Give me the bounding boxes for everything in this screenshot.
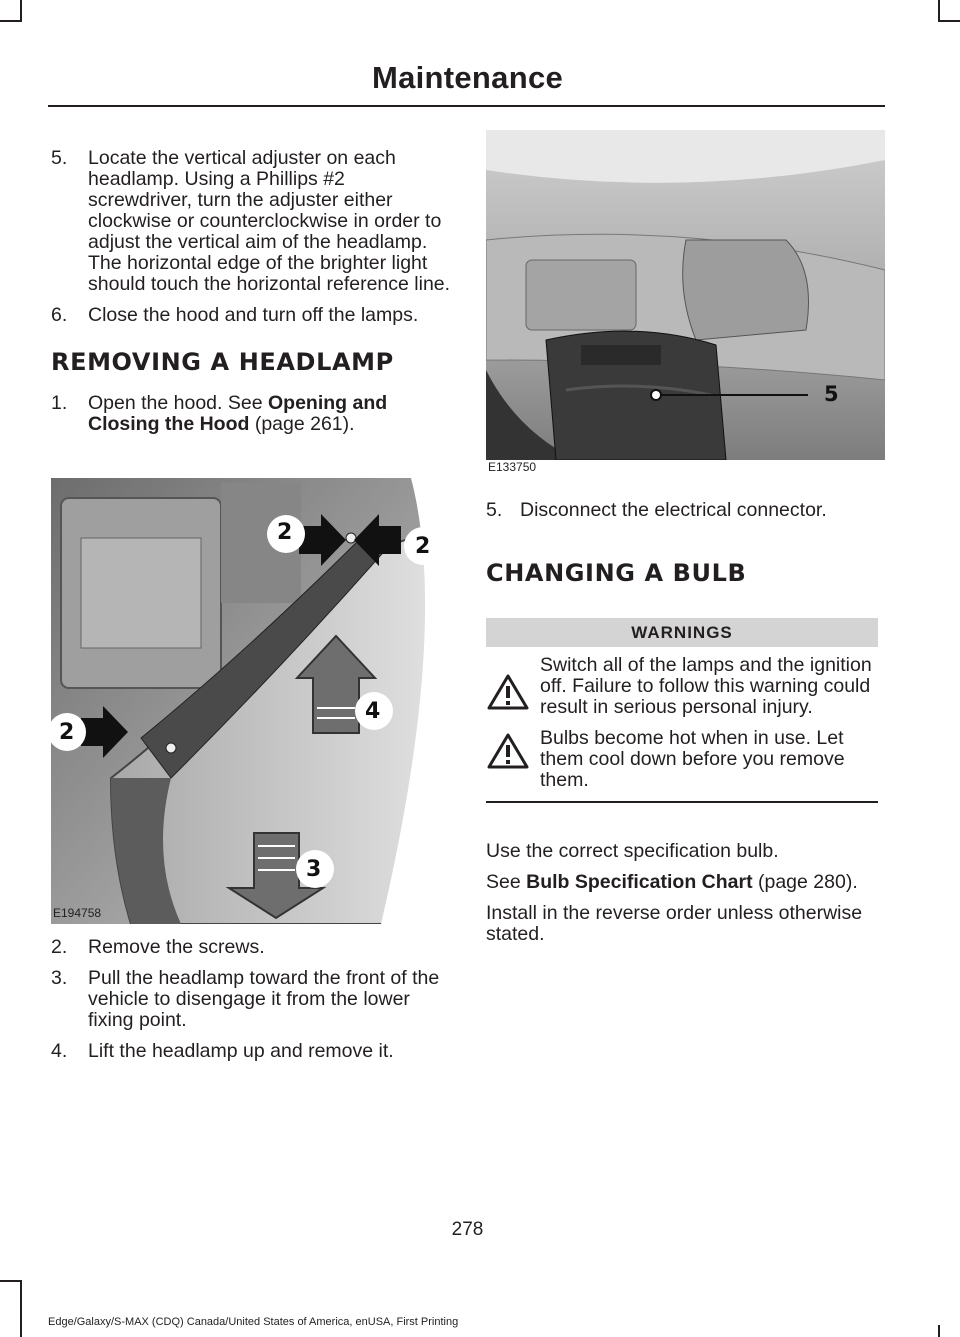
figure-code: E194758 [53, 906, 102, 920]
removing-headlamp-heading: REMOVING A HEADLAMP [51, 348, 394, 376]
edition-footer: Edge/Galaxy/S-MAX (CDQ) Canada/United States of America, enUSA, First Printing [48, 1316, 459, 1328]
crop-mark [20, 0, 22, 22]
warnings-rule [486, 801, 878, 803]
list-item: 6. Close the hood and turn off the lamps. [51, 304, 419, 326]
headlamp-removal-figure [51, 478, 450, 924]
callout-2: 2 [415, 534, 431, 559]
warnings-title: WARNINGS [486, 618, 878, 647]
crop-mark [0, 1280, 22, 1282]
crop-mark [0, 20, 22, 22]
list-item: 1. Open the hood. See Opening and Closing the Hood (page 261). [51, 392, 388, 435]
callout-5: 5 [824, 382, 839, 406]
crop-mark [938, 0, 940, 22]
changing-bulb-heading: CHANGING A BULB [486, 559, 747, 587]
body-text: Use the correct specification bulb. [486, 840, 779, 862]
crop-mark [20, 1280, 22, 1337]
opening-closing-hood-link[interactable]: Opening and Closing the Hood [88, 392, 388, 435]
list-item: 3. Pull the headlamp toward the front of the vehicle to disengage it from the lower fixing point. [51, 967, 440, 1031]
list-item: 4. Lift the headlamp up and remove it. [51, 1040, 394, 1062]
crop-mark [938, 1325, 940, 1337]
connector-figure [486, 130, 885, 476]
right-column [486, 500, 881, 955]
warning-item: Bulbs become hot when in use. Let them cool down before you remove them. [486, 728, 878, 791]
warning-triangle-icon [486, 732, 530, 770]
body-text: Install in the reverse order unless otherwise stated. [486, 902, 863, 945]
crop-mark [938, 20, 960, 22]
warning-triangle-icon [486, 673, 530, 711]
callout-4: 4 [365, 699, 381, 724]
headlamp-illustration [51, 478, 450, 924]
body-text: See Bulb Specification Chart (page 280). [486, 871, 858, 893]
callout-2: 2 [277, 520, 293, 545]
warnings-box [486, 618, 878, 803]
list-item: 5. Locate the vertical adjuster on each headlamp. Using a Phillips #2 screwdriver, turn the adjuster either clockwise or counterclockwise in order to adjust the vertical aim of the headlamp. The horizontal edge of the brighter light should touch the horizontal reference line. [51, 147, 451, 295]
callout-2: 2 [59, 720, 75, 745]
section-title: Maintenance [371, 60, 564, 95]
list-item: 5. Disconnect the electrical connector. [486, 499, 827, 521]
left-column-lower [51, 937, 451, 1072]
bulb-spec-chart-link[interactable]: Bulb Specification Chart [526, 871, 753, 893]
left-column [51, 148, 451, 445]
callout-3: 3 [306, 857, 322, 882]
connector-illustration [486, 130, 885, 476]
page-number: 278 [451, 1219, 484, 1240]
list-item: 2. Remove the screws. [51, 936, 265, 958]
warning-item: Switch all of the lamps and the ignition off. Failure to follow this warning could result in serious personal injury. [486, 655, 878, 718]
header-rule [48, 105, 885, 107]
figure-code: E133750 [488, 460, 537, 474]
